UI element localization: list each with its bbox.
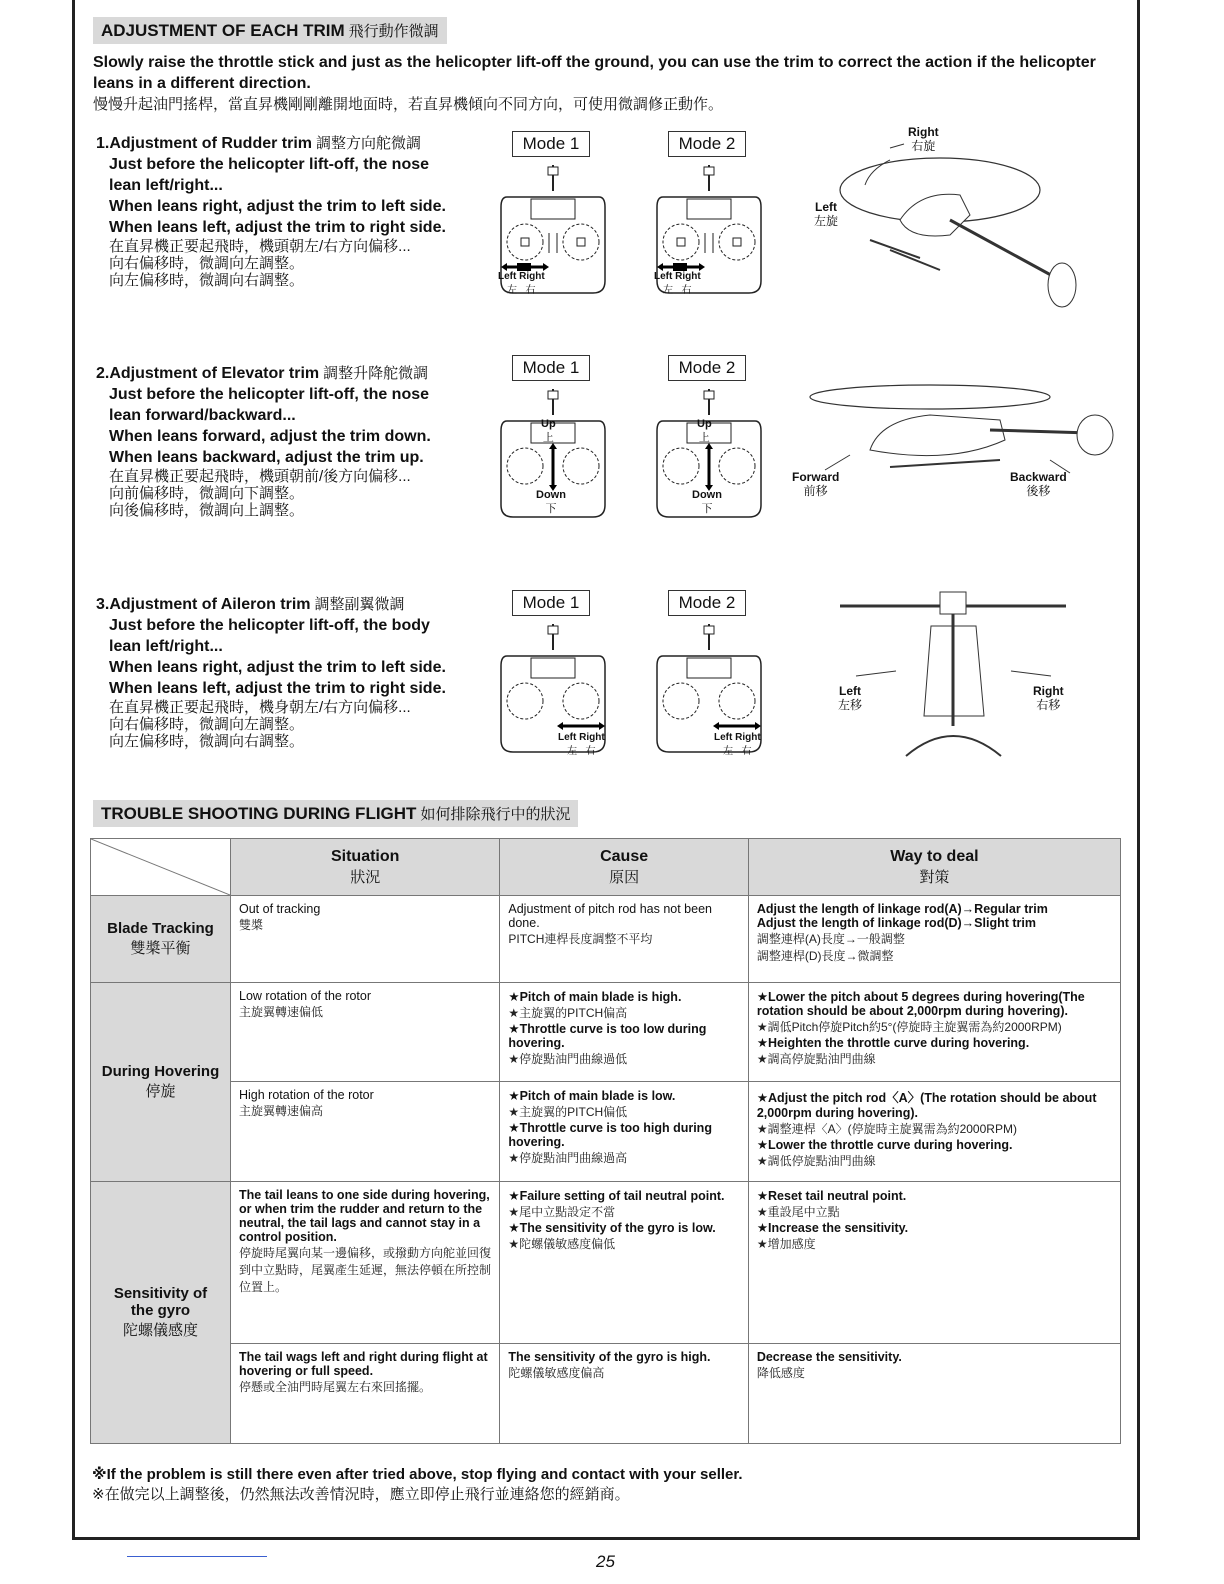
trim-line: Just before the helicopter lift-off, the body bbox=[109, 617, 430, 634]
mode1-label: Mode 1 bbox=[512, 131, 590, 157]
col-header: Way to deal 對策 bbox=[748, 839, 1120, 896]
table-row bbox=[91, 1082, 1121, 1182]
cause-cell: Adjustment of pitch rod has not been done. PITCH連桿長度調整不平均 bbox=[500, 896, 748, 983]
deal-cell: ★Lower the pitch about 5 degrees during hovering(The rotation should be about 2,000rpm during hovering). ★調低Pitch停旋Pitch約5°(停旋時主旋翼需為約2000RPM) ★Heighten the throttle curve during hovering. ★調高停旋點油門曲線 bbox=[748, 983, 1120, 1082]
trim-line-zh: 向前偏移時，微調向下調整。 bbox=[109, 485, 305, 502]
heli-backward-label: Backward 後移 bbox=[1010, 470, 1067, 498]
section-title: TROUBLE SHOOTING DURING FLIGHT bbox=[101, 804, 417, 823]
trim-line-zh: 向左偏移時，微調向右調整。 bbox=[109, 733, 305, 750]
heli-left-label: Left 左移 bbox=[838, 684, 863, 712]
tx-left-label: Left Right 左 右 bbox=[654, 271, 701, 296]
trim-elevator bbox=[96, 363, 431, 519]
trim-line-zh: 向左偏移時，微調向右調整。 bbox=[109, 272, 305, 289]
footer-rule bbox=[127, 1556, 267, 1557]
deal-cell: Adjust the length of linkage rod(A)→Regular trim Adjust the length of linkage rod(D)→Slight trim 調整連桿(A)長度→一般調整 調整連桿(D)長度→微調整 bbox=[748, 896, 1120, 983]
helicopter-roll-icon bbox=[836, 586, 1071, 766]
section-header-troubleshooting bbox=[93, 800, 578, 827]
heli-right-label: Right 右旋 bbox=[908, 125, 939, 153]
mode1-label: Mode 1 bbox=[512, 355, 590, 381]
tx-down-label: Down 下 bbox=[692, 489, 722, 515]
trim-line: lean forward/backward... bbox=[109, 407, 296, 424]
intro-text-zh: 慢慢升起油門搖桿，當直昇機剛剛離開地面時，若直昇機傾向不同方向，可使用微調修正動作。 bbox=[93, 96, 724, 113]
row-category: During Hovering 停旋 bbox=[91, 983, 231, 1182]
tx-right-label: Left Right 左 右 bbox=[714, 732, 761, 757]
situation-cell: High rotation of the rotor 主旋翼轉速偏高 bbox=[231, 1082, 500, 1182]
trim-line: When leans forward, adjust the trim down. bbox=[109, 428, 431, 445]
tx-up-label: Up 上 bbox=[697, 418, 712, 444]
section-header-trim bbox=[93, 17, 447, 44]
col-header: Situation 狀況 bbox=[231, 839, 500, 896]
trim-line: Just before the helicopter lift-off, the nose bbox=[109, 156, 430, 173]
trim-line-zh: 向右偏移時，微調向左調整。 bbox=[109, 255, 305, 272]
trim-title: 1.Adjustment of Rudder trim bbox=[96, 135, 313, 152]
mode2-label: Mode 2 bbox=[668, 590, 746, 616]
trim-line: When leans left, adjust the trim to right side. bbox=[109, 680, 446, 697]
tx-right-label: Left Right 左 右 bbox=[558, 732, 605, 757]
cause-cell: ★Failure setting of tail neutral point. ★尾中立點設定不當 ★The sensitivity of the gyro is low. ★陀螺儀敏感度偏低 bbox=[500, 1182, 748, 1344]
helicopter-yaw-icon bbox=[830, 140, 1100, 325]
situation-cell: Low rotation of the rotor 主旋翼轉速偏低 bbox=[231, 983, 500, 1082]
trim-line: When leans backward, adjust the trim up. bbox=[109, 449, 424, 466]
trim-line-zh: 向後偏移時，微調向上調整。 bbox=[109, 502, 305, 519]
section-title: ADJUSTMENT OF EACH TRIM bbox=[101, 21, 345, 40]
trim-rudder bbox=[96, 133, 446, 289]
footnote-en: ※If the problem is still there even after tried above, stop flying and contact with your seller. bbox=[92, 1466, 743, 1483]
footnote bbox=[92, 1465, 743, 1504]
mode2-label: Mode 2 bbox=[668, 131, 746, 157]
trim-title-zh: 調整升降舵微調 bbox=[323, 365, 429, 382]
deal-cell: ★Adjust the pitch rod〈A〉(The rotation should be about 2,000rpm during hovering). ★調整連桿〈A〉(停旋時主旋翼需為約2000RPM) ★Lower the throttle curve during hovering. ★調低停旋點油門曲線 bbox=[748, 1082, 1120, 1182]
mode1-label: Mode 1 bbox=[512, 590, 590, 616]
helicopter-pitch-icon bbox=[800, 375, 1125, 475]
section-title-zh: 飛行動作微調 bbox=[348, 23, 439, 40]
tx-down-label: Down 下 bbox=[536, 489, 566, 515]
heli-forward-label: Forward 前移 bbox=[792, 470, 840, 498]
trim-line-zh: 在直昇機正要起飛時，機頭朝左/右方向偏移... bbox=[109, 238, 411, 255]
section-title-zh: 如何排除飛行中的狀況 bbox=[420, 806, 571, 823]
cause-cell: ★Pitch of main blade is high. ★主旋翼的PITCH偏高 ★Throttle curve is too low during hovering. ★停旋點油門曲線過低 bbox=[500, 983, 748, 1082]
mode2-label: Mode 2 bbox=[668, 355, 746, 381]
row-category: Sensitivity of the gyro 陀螺儀感度 bbox=[91, 1182, 231, 1444]
trim-line: lean left/right... bbox=[109, 638, 223, 655]
table-row bbox=[91, 1182, 1121, 1344]
trim-line: When leans left, adjust the trim to right side. bbox=[109, 219, 446, 236]
trim-line-zh: 向右偏移時，微調向左調整。 bbox=[109, 716, 305, 733]
table-row bbox=[91, 983, 1121, 1082]
troubleshooting-table bbox=[90, 838, 1121, 1444]
table-row bbox=[91, 896, 1121, 983]
footnote-zh: ※在做完以上調整後，仍然無法改善情況時，應立即停止飛行並連絡您的經銷商。 bbox=[92, 1486, 630, 1503]
cause-cell: The sensitivity of the gyro is high. 陀螺儀敏感度偏高 bbox=[500, 1344, 748, 1444]
trim-line-zh: 在直昇機正要起飛時，機頭朝前/後方向偏移... bbox=[109, 468, 411, 485]
trim-title-zh: 調整方向舵微調 bbox=[316, 135, 422, 152]
trim-line-zh: 在直昇機正要起飛時，機身朝左/右方向偏移... bbox=[109, 699, 411, 716]
trim-line: lean left/right... bbox=[109, 177, 223, 194]
row-category: Blade Tracking 雙槳平衡 bbox=[91, 896, 231, 983]
trim-title-zh: 調整副翼微調 bbox=[314, 596, 405, 613]
tx-left-label: Left Right 左 右 bbox=[498, 271, 545, 296]
trim-line: Just before the helicopter lift-off, the nose bbox=[109, 386, 430, 403]
trim-title: 3.Adjustment of Aileron trim bbox=[96, 596, 311, 613]
trim-aileron bbox=[96, 594, 446, 750]
table-row bbox=[91, 1344, 1121, 1444]
cause-cell: ★Pitch of main blade is low. ★主旋翼的PITCH偏低 ★Throttle curve is too high during hovering. ★停旋點油門曲線過高 bbox=[500, 1082, 748, 1182]
heli-left-label: Left 左旋 bbox=[814, 200, 839, 228]
trim-title: 2.Adjustment of Elevator trim bbox=[96, 365, 320, 382]
table-header-row bbox=[91, 839, 1121, 896]
trim-line: When leans right, adjust the trim to left side. bbox=[109, 198, 446, 215]
situation-cell: The tail wags left and right during flight at hovering or full speed. 停懸或全油門時尾翼左右來回搖擺。 bbox=[231, 1344, 500, 1444]
deal-cell: Decrease the sensitivity. 降低感度 bbox=[748, 1344, 1120, 1444]
situation-cell: The tail leans to one side during hovering, or when trim the rudder and return to the neutral, the tail lags and cannot stay in a control position. 停旋時尾翼向某一邊偏移，或撥動方向舵並回復到中立點時，尾翼產生延遲，無法停頓在所控制位置上。 bbox=[231, 1182, 500, 1344]
tx-up-label: Up 上 bbox=[541, 418, 556, 444]
heli-right-label: Right 右移 bbox=[1033, 684, 1064, 712]
trim-line: When leans right, adjust the trim to left side. bbox=[109, 659, 446, 676]
page-number: 25 bbox=[596, 1552, 615, 1571]
intro-text: Slowly raise the throttle stick and just as the helicopter lift-off the ground, you can use the trim to correct the action if the helicopter leans in a different direction. bbox=[93, 54, 1096, 92]
corner-cell bbox=[91, 839, 231, 896]
deal-cell: ★Reset tail neutral point. ★重設尾中立點 ★Increase the sensitivity. ★增加感度 bbox=[748, 1182, 1120, 1344]
situation-cell: Out of tracking 雙槳 bbox=[231, 896, 500, 983]
col-header: Cause 原因 bbox=[500, 839, 748, 896]
